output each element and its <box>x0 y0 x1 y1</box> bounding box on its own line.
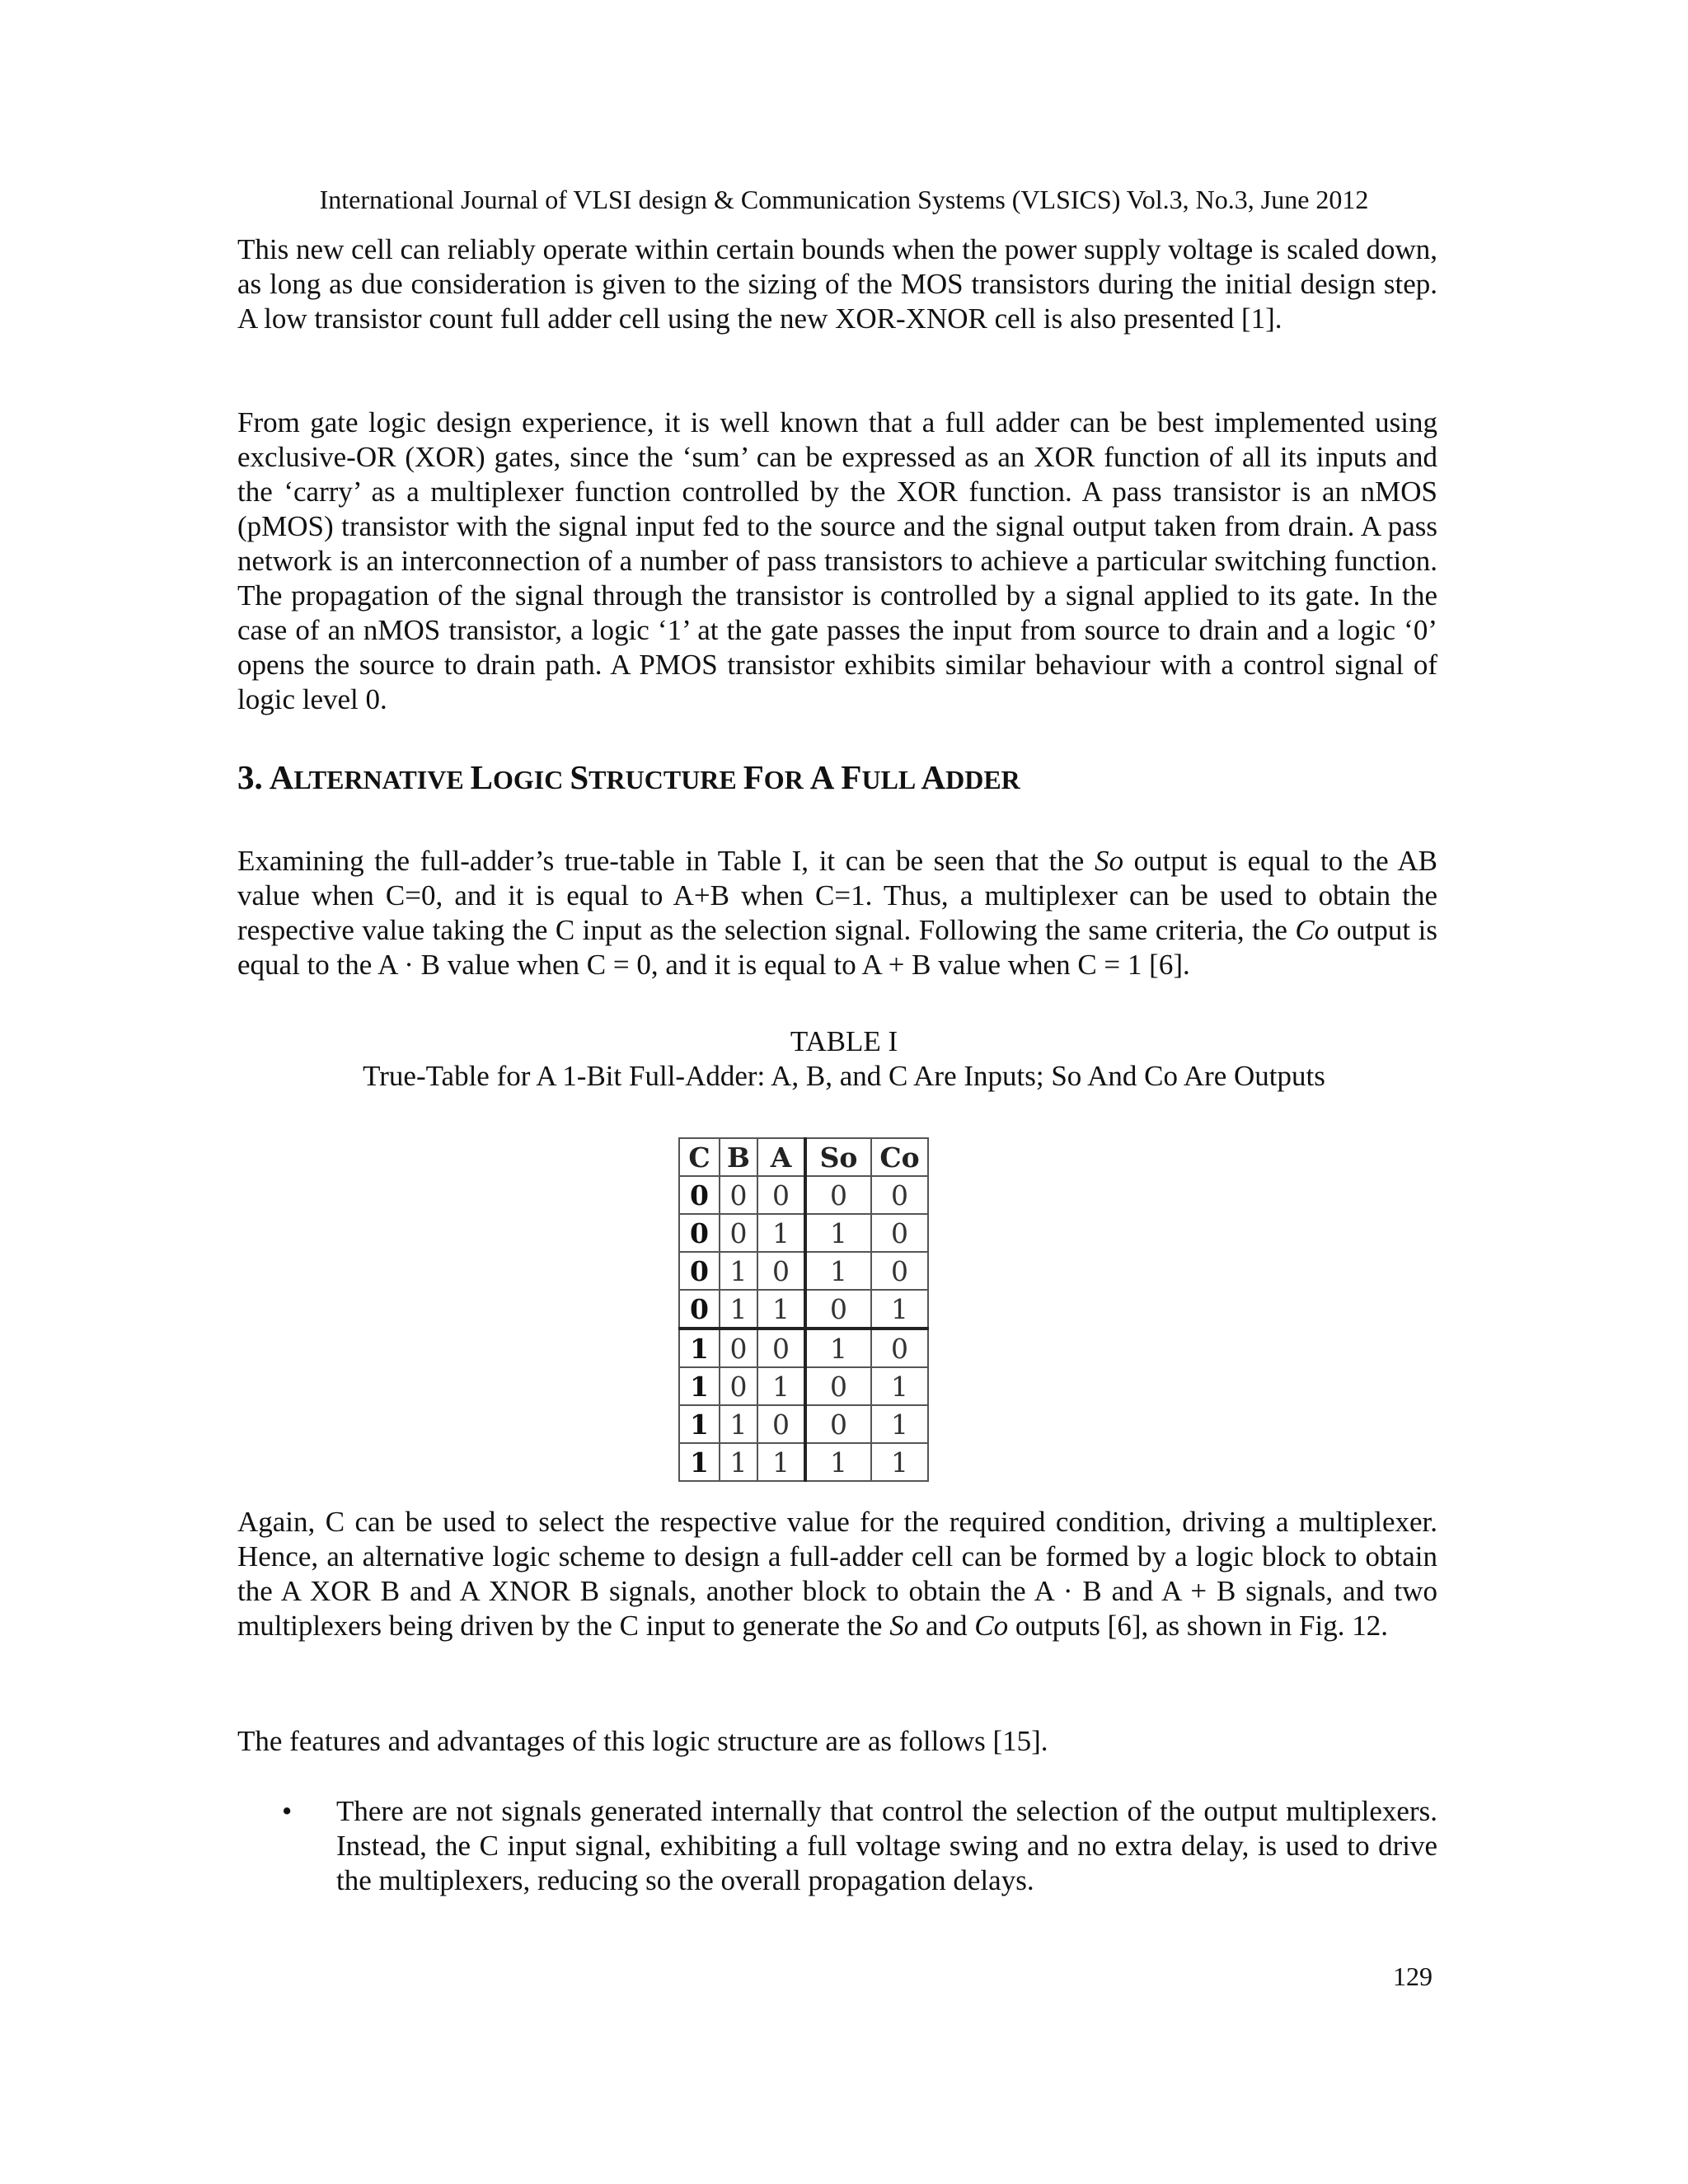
running-header: International Journal of VLSI design & Communication Systems (VLSICS) Vol.3, No.3, June 2012 <box>319 185 1369 214</box>
table-cell: 0 <box>679 1290 720 1329</box>
table-cell: 1 <box>805 1252 871 1290</box>
table-cell: 1 <box>871 1443 928 1481</box>
list-item <box>237 1794 1437 1898</box>
table-cell: 0 <box>679 1214 720 1252</box>
table-cell: 1 <box>679 1443 720 1481</box>
table-cell: 0 <box>679 1176 720 1214</box>
table-cell: 0 <box>679 1252 720 1290</box>
table-cell: 1 <box>871 1405 928 1443</box>
table-row <box>679 1405 928 1443</box>
table-cell: 0 <box>871 1329 928 1367</box>
table-cell: 0 <box>757 1405 805 1443</box>
table-row <box>679 1176 928 1214</box>
table-cell: 0 <box>720 1329 757 1367</box>
header-cell: So <box>805 1138 871 1176</box>
table-cell: 1 <box>757 1290 805 1329</box>
table-header-row <box>679 1138 928 1176</box>
table-cell: 1 <box>757 1443 805 1481</box>
section-heading: 3. ALTERNATIVE LOGIC STRUCTURE FOR A FULL ADDER <box>237 758 1020 796</box>
header-cell: Co <box>871 1138 928 1176</box>
table-cell: 1 <box>720 1443 757 1481</box>
table-cell: 1 <box>757 1367 805 1405</box>
table-row <box>679 1367 928 1405</box>
table-cell: 1 <box>679 1405 720 1443</box>
table-cell: 0 <box>720 1176 757 1214</box>
table-cell: 0 <box>871 1214 928 1252</box>
table-cell: 0 <box>805 1367 871 1405</box>
truth-table <box>678 1137 929 1482</box>
table-cell: 1 <box>805 1214 871 1252</box>
table-cell: 1 <box>805 1329 871 1367</box>
table-cell: 0 <box>871 1252 928 1290</box>
paragraph-4: Again, C can be used to select the respective value for the required condition, driving a multiplexer. Hence, an alternative logic scheme to design a full-adder cell can be formed by a logic block to obtain the A XOR B and A XNOR B signals, another block to obtain the A · B and A + B signals, and two multiplexers being driven by the C input to generate the So and Co outputs [6], as shown in Fig. 12. <box>237 1506 1437 1642</box>
table-cell: 1 <box>679 1329 720 1367</box>
table-cell: 1 <box>720 1290 757 1329</box>
feature-list <box>237 1794 1437 1898</box>
table-row <box>679 1252 928 1290</box>
table-cell: 0 <box>805 1176 871 1214</box>
table-cell: 0 <box>805 1405 871 1443</box>
table-cell: 0 <box>720 1214 757 1252</box>
list-item-text: There are not signals generated internally that control the selection of the output multiplexers. Instead, the C input signal, exhibiting a full voltage swing and no extra delay, is used to drive the multiplexers, reducing so the overall propagation delays. <box>336 1795 1437 1896</box>
table-row <box>679 1290 928 1329</box>
paragraph-5: The features and advantages of this logic structure are as follows [15]. <box>237 1725 1048 1757</box>
table-cell: 1 <box>679 1367 720 1405</box>
table-cell: 0 <box>871 1176 928 1214</box>
header-cell: B <box>720 1138 757 1176</box>
bullet-marker: • <box>282 1795 293 1827</box>
table-cell: 0 <box>720 1367 757 1405</box>
table-cell: 1 <box>871 1290 928 1329</box>
paragraph-3: Examining the full-adder’s true-table in Table I, it can be seen that the So output is equal to the AB value when C=0, and it is equal to A+B when C=1. Thus, a multiplexer can be used to obtain the respective value taking the C input as the selection signal. Following the same criteria, the Co output is equal to the A · B value when C = 0, and it is equal to A + B value when C = 1 [6]. <box>237 845 1437 981</box>
table-cell: 0 <box>757 1176 805 1214</box>
paragraph-2: From gate logic design experience, it is well known that a full adder can be best implemented using exclusive-OR (XOR) gates, since the ‘sum’ can be expressed as an XOR function of all its inputs and the ‘carry’ as a multiplexer function controlled by the XOR function. A pass transistor is an nMOS (pMOS) transistor with the signal input fed to the source and the signal output taken from drain. A pass network is an interconnection of a number of pass transistors to achieve a particular switching function. The propagation of the signal through the transistor is controlled by a signal applied to its gate. In the case of an nMOS transistor, a logic ‘1’ at the gate passes the input from source to drain and a logic ‘0’ opens the source to drain path. A PMOS transistor exhibits similar behaviour with a control signal of logic level 0. <box>237 406 1437 715</box>
table-cell: 1 <box>720 1252 757 1290</box>
table-row <box>679 1214 928 1252</box>
header-cell: C <box>679 1138 720 1176</box>
header-cell: A <box>757 1138 805 1176</box>
table-cell: 1 <box>871 1367 928 1405</box>
table-cell: 1 <box>805 1443 871 1481</box>
table-cell: 0 <box>805 1290 871 1329</box>
table-row <box>679 1329 928 1367</box>
table-row <box>679 1443 928 1481</box>
paragraph-1: This new cell can reliably operate within certain bounds when the power supply voltage is scaled down, as long as due consideration is given to the sizing of the MOS transistors during the initial design step. A low transistor count full adder cell using the new XOR-XNOR cell is also presented [1]. <box>237 233 1437 335</box>
table-label: TABLE I <box>790 1025 898 1057</box>
page-number: 129 <box>1393 1961 1432 1991</box>
table-caption: True-Table for A 1-Bit Full-Adder: A, B, and C Are Inputs; So And Co Are Outputs <box>363 1060 1325 1092</box>
table-cell: 0 <box>757 1329 805 1367</box>
table-cell: 1 <box>757 1214 805 1252</box>
table-cell: 0 <box>757 1252 805 1290</box>
table-cell: 1 <box>720 1405 757 1443</box>
